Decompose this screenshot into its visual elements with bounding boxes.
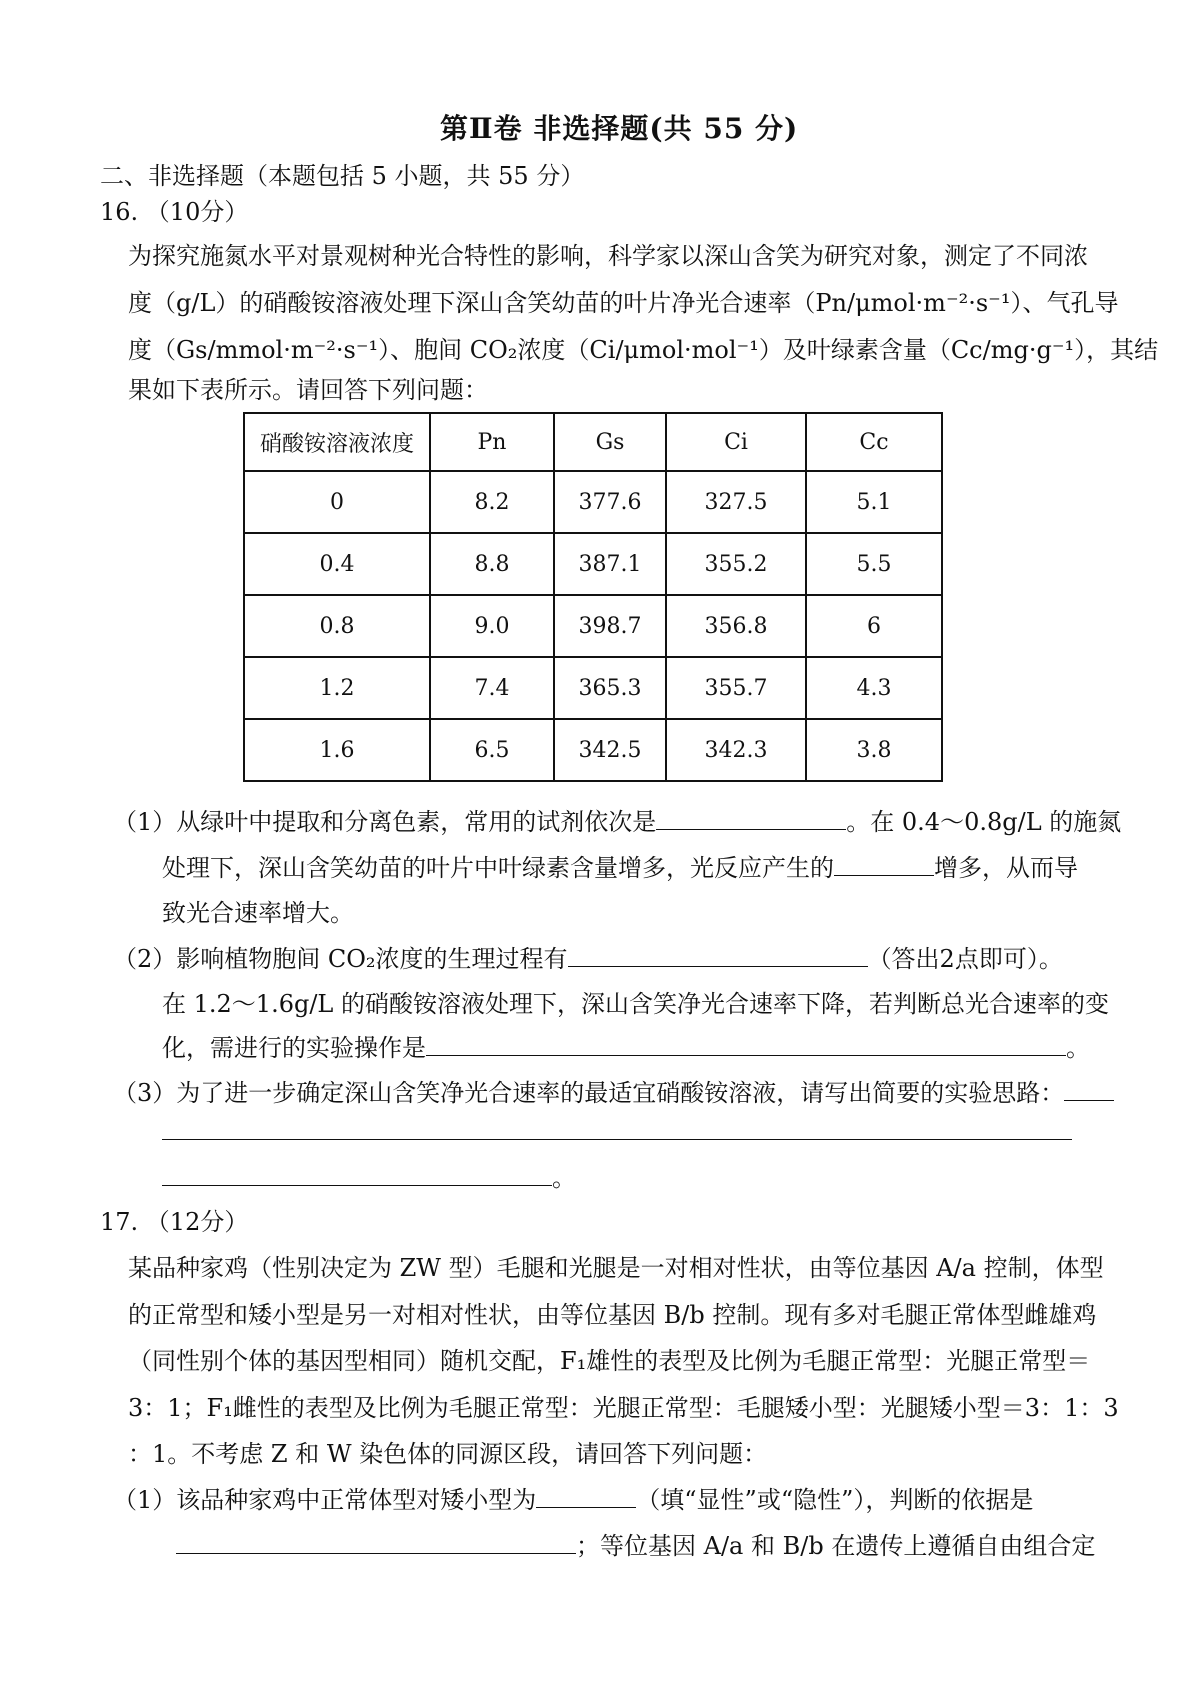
q17-part1-text-a: （1）该品种家鸡中正常体型对矮小型为 (113, 1486, 537, 1514)
q17-part1-line-1 (113, 1484, 1033, 1516)
table-cell: 1.6 (244, 719, 430, 781)
q16-part1-text-d: 增多，从而导 (934, 854, 1078, 882)
q16-intro-line-4: 果如下表所示。请回答下列问题： (128, 376, 488, 404)
answer-blank[interactable] (834, 853, 934, 876)
table-cell: 0.8 (244, 595, 430, 657)
table-cell: 327.5 (666, 471, 806, 533)
q16-number: 16. （10分） (100, 198, 249, 226)
q16-part1-text-a: （1）从绿叶中提取和分离色素，常用的试剂依次是 (113, 808, 657, 836)
table-header-cell: 硝酸铵溶液浓度 (244, 413, 430, 471)
table-cell: 356.8 (666, 595, 806, 657)
q17-part1-text-b: （填“显性”或“隐性”），判断的依据是 (636, 1486, 1034, 1514)
q16-intro-line-3: 度（Gs/mmol·m⁻²·s⁻¹）、胞间 CO₂浓度（Ci/μmol·mol⁻¹）及叶绿素含量（Cc/mg·g⁻¹），其结 (128, 336, 1159, 364)
answer-blank[interactable] (568, 944, 868, 967)
q16-intro-line-1: 为探究施氮水平对景观树种光合特性的影响，科学家以深山含笑为研究对象，测定了不同浓 (128, 242, 1088, 270)
q16-part1-line-1 (113, 806, 1121, 838)
table-cell: 355.7 (666, 657, 806, 719)
data-table (243, 412, 943, 782)
answer-blank[interactable] (162, 1163, 552, 1186)
q17-number: 17. （12分） (100, 1208, 249, 1236)
table-cell: 398.7 (554, 595, 666, 657)
q16-part2-line-1 (113, 943, 1063, 975)
table-cell: 365.3 (554, 657, 666, 719)
section-heading: 二、非选择题（本题包括 5 小题，共 55 分） (100, 162, 585, 190)
q16-part3-line-3 (162, 1162, 576, 1194)
table-header-cell: Ci (666, 413, 806, 471)
table-cell: 387.1 (554, 533, 666, 595)
table-cell: 3.8 (806, 719, 942, 781)
q16-part2-line-3 (162, 1032, 1090, 1064)
table-row (244, 719, 942, 781)
q16-part1-line-2 (162, 852, 1078, 884)
table-header-cell: Pn (430, 413, 554, 471)
part-title: 第Ⅱ卷 非选择题(共 55 分) (440, 112, 799, 145)
table-header-cell: Gs (554, 413, 666, 471)
table-cell: 7.4 (430, 657, 554, 719)
q16-part2-text-d: 化，需进行的实验操作是 (162, 1034, 426, 1062)
q17-intro-line-4: 3：1；F₁雌性的表型及比例为毛腿正常型：光腿正常型：毛腿矮小型：光腿矮小型＝3：1：3 (128, 1394, 1119, 1422)
table-cell: 0 (244, 471, 430, 533)
q17-intro-line-1: 某品种家鸡（性别决定为 ZW 型）毛腿和光腿是一对相对性状，由等位基因 A/a 控制，体型 (128, 1254, 1104, 1282)
table-row (244, 595, 942, 657)
table-cell: 342.3 (666, 719, 806, 781)
answer-blank[interactable] (426, 1033, 1066, 1056)
q16-part2-text-b: （答出2点即可）。 (867, 945, 1063, 973)
q16-part2-text-a: （2）影响植物胞间 CO₂浓度的生理过程有 (113, 945, 568, 973)
q16-part1-line-3: 致光合速率增大。 (162, 899, 354, 927)
q17-intro-line-3: （同性别个体的基因型相同）随机交配，F₁雄性的表型及比例为毛腿正常型：光腿正常型＝ (128, 1347, 1091, 1375)
table-cell: 355.2 (666, 533, 806, 595)
answer-blank[interactable] (176, 1531, 576, 1554)
q16-part3-text-a: （3）为了进一步确定深山含笑净光合速率的最适宜硝酸铵溶液，请写出简要的实验思路： (113, 1079, 1065, 1107)
q17-part1-line-2 (176, 1530, 1095, 1562)
answer-blank[interactable] (656, 807, 846, 830)
q16-intro-line-2: 度（g/L）的硝酸铵溶液处理下深山含笑幼苗的叶片净光合速率（Pn/μmol·m⁻²·s⁻¹）、气孔导 (128, 289, 1119, 317)
table-header-row (244, 413, 942, 471)
table-cell: 5.5 (806, 533, 942, 595)
answer-blank[interactable] (1064, 1078, 1114, 1101)
q16-part1-text-b: 。在 0.4～0.8g/L 的施氮 (846, 808, 1122, 836)
table-row (244, 533, 942, 595)
q16-part1-text-c: 处理下，深山含笑幼苗的叶片中叶绿素含量增多，光反应产生的 (162, 854, 834, 882)
q16-part3-line-2 (162, 1116, 1072, 1148)
table-cell: 0.4 (244, 533, 430, 595)
table-cell: 4.3 (806, 657, 942, 719)
q17-intro-line-2: 的正常型和矮小型是另一对相对性状，由等位基因 B/b 控制。现有多对毛腿正常体型雌雄鸡 (128, 1301, 1097, 1329)
table-cell: 8.8 (430, 533, 554, 595)
q16-part3-end: 。 (552, 1164, 576, 1192)
table-cell: 1.2 (244, 657, 430, 719)
q17-part1-text-c: ；等位基因 A/a 和 B/b 在遗传上遵循自由组合定 (576, 1532, 1096, 1560)
table-header-cell: Cc (806, 413, 942, 471)
table-cell: 5.1 (806, 471, 942, 533)
q17-intro-line-5: ：1。不考虑 Z 和 W 染色体的同源区段，请回答下列问题： (128, 1440, 768, 1468)
table-cell: 9.0 (430, 595, 554, 657)
q16-part2-line-2: 在 1.2～1.6g/L 的硝酸铵溶液处理下，深山含笑净光合速率下降，若判断总光合速率的变 (162, 990, 1109, 1018)
answer-blank[interactable] (162, 1117, 1072, 1140)
table-cell: 8.2 (430, 471, 554, 533)
table-cell: 342.5 (554, 719, 666, 781)
table-row (244, 657, 942, 719)
table-cell: 6 (806, 595, 942, 657)
table-row (244, 471, 942, 533)
answer-blank[interactable] (536, 1485, 636, 1508)
q16-part2-text-e: 。 (1066, 1034, 1090, 1062)
table-cell: 377.6 (554, 471, 666, 533)
q16-part3-line-1 (113, 1077, 1114, 1109)
table-cell: 6.5 (430, 719, 554, 781)
